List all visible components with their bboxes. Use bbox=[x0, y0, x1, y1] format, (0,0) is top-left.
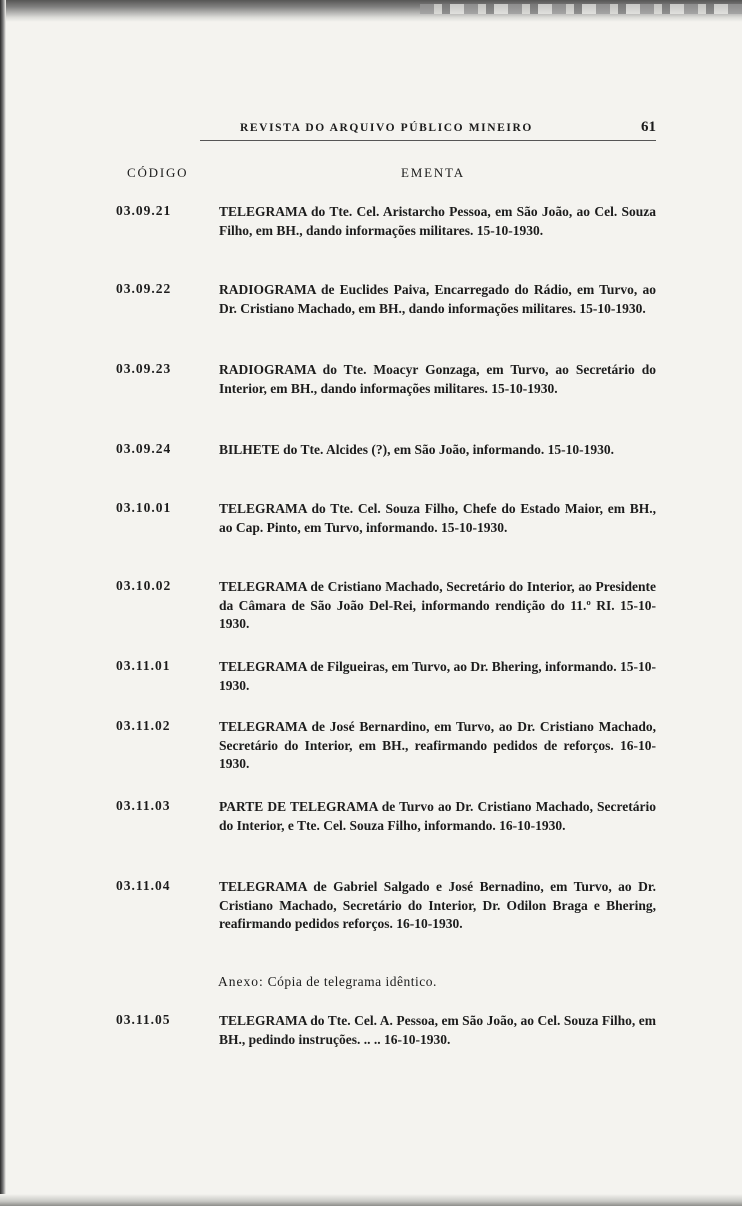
entry-description: TELEGRAMA de Cristiano Machado, Secretário do Interior, ao Presidente da Câmara de São João Del-Rei, informando rendição do 11.º RI. 15-10-1930. bbox=[219, 579, 656, 631]
entry-description: BILHETE do Tte. Alcides (?), em São João, informando. 15-10-1930. bbox=[219, 442, 615, 457]
entry-code: 03.09.24 bbox=[116, 441, 172, 456]
entry-description: TELEGRAMA de José Bernardino, em Turvo, ao Dr. Cristiano Machado, Secretário do Interior, em BH., reafirmando pedidos de reforços. 16-10-1930. bbox=[219, 719, 656, 771]
annex-note bbox=[218, 974, 437, 990]
entry-description: TELEGRAMA do Tte. Cel. Souza Filho, Chefe do Estado Maior, em BH., ao Cap. Pinto, em Turvo, informando. 15-10-1930. bbox=[219, 501, 656, 535]
annex-text: Cópia de telegrama idêntico. bbox=[267, 974, 437, 989]
entry-code: 03.11.04 bbox=[116, 878, 171, 893]
entry-description: TELEGRAMA de Gabriel Salgado e José Bernadino, em Turvo, ao Dr. Cristiano Machado, Secretário do Interior, Dr. Odilon Braga e Bhering, reafirmando pedidos reforços. 16-10-1930. bbox=[219, 879, 656, 931]
entry-description: RADIOGRAMA de Euclides Paiva, Encarregado do Rádio, em Turvo, ao Dr. Cristiano Machado, em BH., dando informações militares. 15-10-1930. bbox=[219, 282, 656, 316]
scan-bottom-edge bbox=[0, 1194, 742, 1206]
entry-code: 03.09.21 bbox=[116, 203, 172, 218]
column-header-code: CÓDIGO bbox=[127, 165, 189, 180]
page-number: 61 bbox=[641, 119, 656, 135]
column-header-description: EMENTA bbox=[401, 165, 465, 180]
annex-label: Anexo: bbox=[218, 974, 264, 989]
page-header bbox=[200, 119, 656, 139]
entry-description: TELEGRAMA do Tte. Cel. Aristarcho Pessoa, em São João, ao Cel. Souza Filho, em BH., dando informações militares. 15-10-1930. bbox=[219, 204, 656, 238]
entry-code: 03.11.05 bbox=[116, 1012, 171, 1027]
header-rule bbox=[200, 140, 656, 141]
scan-left-edge bbox=[0, 0, 6, 1206]
entry-code: 03.11.02 bbox=[116, 718, 171, 733]
entry-description: PARTE DE TELEGRAMA de Turvo ao Dr. Cristiano Machado, Secretário do Interior, e Tte. Cel. Souza Filho, informando. 16-10-1930. bbox=[219, 799, 656, 833]
entry-code: 03.10.02 bbox=[116, 578, 172, 593]
entry-code: 03.09.22 bbox=[116, 281, 172, 296]
entry-description: RADIOGRAMA do Tte. Moacyr Gonzaga, em Turvo, ao Secretário do Interior, em BH., dando informações militares. 15-10-1930. bbox=[219, 362, 656, 396]
entry-description: TELEGRAMA do Tte. Cel. A. Pessoa, em São João, ao Cel. Souza Filho, em BH., pedindo instruções. .. .. 16-10-1930. bbox=[219, 1013, 656, 1047]
scan-streak bbox=[420, 4, 742, 14]
entry-code: 03.11.01 bbox=[116, 658, 171, 673]
running-title: REVISTA DO ARQUIVO PÚBLICO MINEIRO bbox=[240, 122, 533, 134]
entry-description: TELEGRAMA de Filgueiras, em Turvo, ao Dr. Bhering, informando. 15-10-1930. bbox=[219, 659, 656, 693]
entry-code: 03.09.23 bbox=[116, 361, 172, 376]
entry-code: 03.10.01 bbox=[116, 500, 172, 515]
entry-code: 03.11.03 bbox=[116, 798, 171, 813]
